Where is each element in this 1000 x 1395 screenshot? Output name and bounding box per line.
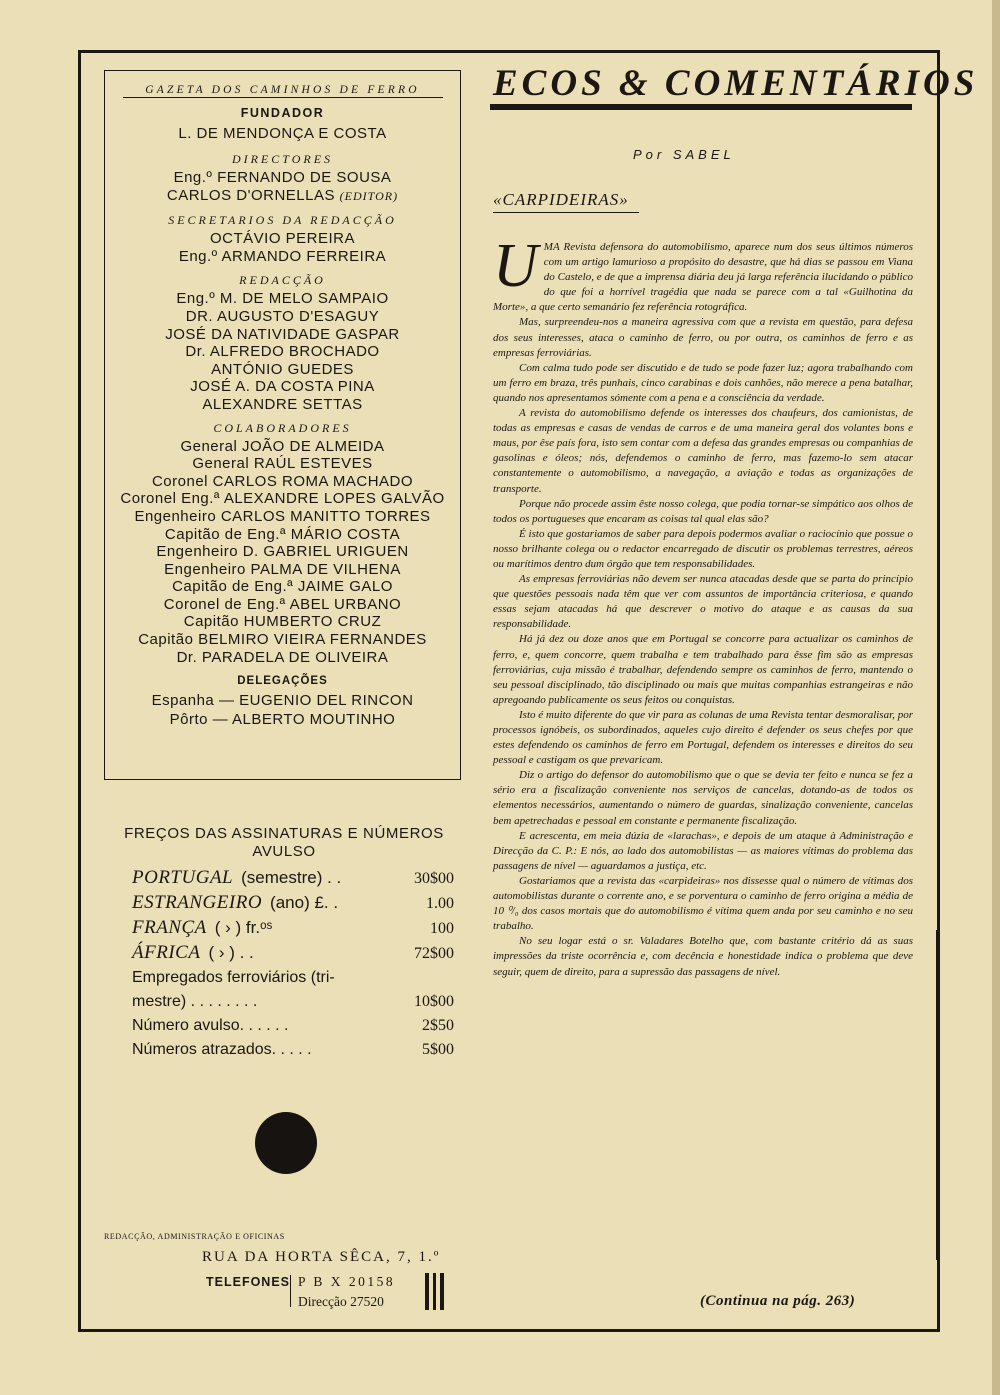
redaccao-name: DR. AUGUSTO D'ESAGUY (185, 307, 380, 325)
section-title: ECOS & COMENTÁRIOS (493, 63, 979, 104)
subtitle-rule (493, 212, 639, 213)
price-row: ÁFRICA ( › ) . . 72$00 (132, 942, 454, 963)
colaborador-name: Engenheiro CARLOS MANITTO TORRES (134, 507, 431, 525)
article-paragraph: É isto que gostariamos de saber para depois podermos avaliar o raciocínio que possue o nosso brilhante colega ou o redactor encarregado de discutir os problemas terrestres, aéreos ou marítimos dentro dum órgão que tem responsabilidades. (493, 527, 913, 570)
colaborador-name: General RAÚL ESTEVES (192, 455, 373, 473)
continued-note: (Continua na pág. 263) (700, 1293, 856, 1309)
colaborador-name: Engenheiro D. GABRIEL URIGUEN (156, 543, 409, 561)
delegacao-item: Pôrto — ALBERTO MOUTINHO (169, 711, 396, 729)
redaccao-name: Dr. ALFREDO BROCHADO (185, 343, 380, 361)
page-edge (992, 0, 1000, 1395)
street-address: RUA DA HORTA SÊCA, 7, 1.º (202, 1249, 441, 1265)
redaccao-name: ANTÓNIO GUEDES (211, 360, 354, 378)
redaccao-name: ALEXANDRE SETTAS (202, 395, 363, 413)
empregados-label: Empregados ferroviários (tri- (132, 969, 335, 986)
colaborador-name: General JOÃO DE ALMEIDA (180, 437, 385, 455)
colaborador-name: Engenheiro PALMA DE VILHENA (164, 560, 401, 578)
prices-title: FREÇOS DAS ASSINATURAS E NÚMEROS (124, 825, 444, 842)
article-paragraphs (493, 315, 913, 979)
article-paragraph: E acrescenta, em meia dúzia de «larachas», e depois de um ataque à Administração e Direcção da C. P.: E nós, ao lado dos automobilistas — as maiores vítimas do problema das passagens de nível — aguardamos a justiça, etc. (493, 829, 913, 872)
colaborador-name: Capitão HUMBERTO CRUZ (183, 613, 382, 631)
prices-title-2: AVULSO (252, 843, 316, 860)
price-row: mestre) . . . . . . . . 10$00 (132, 993, 454, 1010)
article-paragraph: Diz o artigo do defensor do automobilismo que o que se devia ter feito e nunca se fez a sério era a fiscalização conveniente nos serviços de cancelas, dotando-as de todos os elementos necessários, aumentando o número de guardas, sinalização conveniente, cancelas bem apetrechadas e pessoal em constante e permanente fiscalização. (493, 769, 913, 827)
article-paragraph: No seu logar está o sr. Valadares Botelho que, com bastante critério dá as suas impressões da triste ocorrência e, com decência e honestidade indica o problema que deve seguir, quem de direito, para a supressão das passagens de nível. (493, 935, 913, 978)
drop-cap: U (493, 232, 538, 300)
price-row: Número avulso. . . . . . 2$50 (132, 1017, 454, 1034)
title-rule (490, 104, 912, 110)
delegacao-item: Espanha — EUGENIO DEL RINCON (151, 692, 414, 710)
article-paragraph: Gostariamos que a revista das «carpideiras» nos dissesse qual o número de vítimas dos automobilistas durante o corrente ano, e se porventura o caminho de ferro origina a média de 10 ⁰/₀ dos casos mortais que do automobilismo é vítima quem anda por seu caminho e no seu trabalho. (493, 874, 913, 933)
staff-box (104, 70, 461, 780)
article-paragraph: As empresas ferroviárias não devem ser nunca atacadas desde que se parta do princípio que questões pessoais nada têm que ver com assuntos de importância criteriosa, e quando essas sejam atacadas há que descrever o motivo do ataque e as causas da sua responsabilidade. (493, 573, 913, 631)
secretario-name: OCTÁVIO PEREIRA (209, 230, 356, 248)
editor-tag: (EDITOR) (339, 188, 399, 203)
colaborador-name: Coronel CARLOS ROMA MACHADO (151, 472, 414, 490)
telephone-pbx: P B X 20158 (298, 1274, 396, 1289)
price-row: FRANÇA ( › ) fr.ᵒˢ 100 (132, 917, 454, 938)
ink-circle-ornament (255, 1112, 317, 1174)
article-paragraph: Mas, surpreendeu-nos a maneira agressiva com que a revista em questão, para defesa dos seus interesses, ataca o caminho de ferro, ou por outra, os caminhos de ferro e as empresas ferroviárias. (493, 316, 913, 359)
director-name: CARLOS D'ORNELLAS (EDITOR) (166, 186, 399, 204)
colaborador-name: Dr. PARADELA DE OLIVEIRA (176, 648, 389, 666)
article-paragraph: Porque não procede assim êste nosso colega, que podia tornar-se simpático aos olhos de todos os portugueses que encaram as coisas tal qual elas são? (493, 497, 913, 525)
secretario-name: Eng.º ARMANDO FERREIRA (178, 247, 387, 265)
price-row: Números atrazados. . . . . 5$00 (132, 1041, 454, 1058)
address-caption: REDACÇÃO, ADMINISTRAÇÃO E OFICINAS (104, 1232, 285, 1241)
price-rows (114, 866, 454, 966)
redaccao-label: REDACÇÃO (239, 273, 326, 288)
price-row: ESTRANGEIRO (ano) £. . 1.00 (132, 892, 454, 913)
subscription-prices (114, 825, 454, 1062)
colaborador-name: Capitão BELMIRO VIEIRA FERNANDES (138, 631, 427, 649)
masthead-rule (123, 97, 443, 98)
column-rule (936, 930, 937, 1260)
masthead: GAZETA DOS CAMINHOS DE FERRO (145, 84, 420, 96)
director-name: Eng.º FERNANDO DE SOUSA (173, 169, 392, 186)
bar-ornament (425, 1273, 448, 1315)
redaccao-name: JOSÉ A. DA COSTA PINA (190, 378, 375, 396)
article-body (493, 232, 913, 980)
colaborador-name: Capitão de Eng.ª MÁRIO COSTA (164, 525, 401, 543)
colaboradores-list (105, 438, 460, 667)
redaccao-name: Eng.º M. DE MELO SAMPAIO (176, 290, 389, 308)
telefones-label: TELEFONES (206, 1275, 291, 1289)
price-row: PORTUGAL (semestre) . . 30$00 (132, 867, 454, 888)
redaccao-list (105, 290, 460, 413)
telephone-direccao: Direcção 27520 (298, 1294, 384, 1309)
colaboradores-label: COLABORADORES (213, 420, 352, 435)
byline: Por SABEL (633, 147, 735, 162)
article-paragraph: Há já dez ou doze anos que em Portugal se concorre para actualizar os caminhos de ferro, e, quem concorre, quem trabalha e tem trabalhado para êsse fim são as empresas ferroviárias, cuja missão é trabalhar, defendendo sempre os caminhos de ferro, mantendo o seu pessoal disciplinado, tão disciplinado ou mais que muitas companhias estrangeiras e não apregoando publicamente os seus feitos ou conquistas. (493, 633, 913, 706)
colaborador-name: Capitão de Eng.ª JAIME GALO (172, 578, 393, 596)
fundador-name: L. DE MENDONÇA E COSTA (178, 125, 387, 142)
delegacoes-label: DELEGAÇÕES (237, 675, 328, 688)
directores-label: DIRECTORES (231, 152, 334, 166)
article-paragraph: UMA Revista defensora do automobilismo, aparece num dos seus últimos números com um artigo lamurioso a propósito do desastre, que há dias se passou em Viana do Castelo, e de que a imprensa diária deu já larga referência ilucidando o público do que foi a horrível tragédia que nada se parece com a tal «Guilhotina da Morte», a que certo semanário fez referência rotográfica. (493, 232, 913, 314)
colaborador-name: Coronel Eng.ª ALEXANDRE LOPES GALVÃO (120, 490, 445, 508)
article-paragraph: Com calma tudo pode ser discutido e de tudo se pode fazer luz; agora trabalhando com um ferro em braza, três punhais, cinco carabinas e dois canhões, não merece a pena batalhar, quando nos apresentamos sómente com a pena e a consciência da verdade. (493, 361, 913, 404)
colaborador-name: Coronel de Eng.ª ABEL URBANO (163, 595, 402, 613)
article-subtitle: «CARPIDEIRAS» (493, 190, 629, 209)
telephone-brace (290, 1275, 294, 1307)
article-paragraph: A revista do automobilismo defende os interesses dos chaufeurs, dos camionistas, de todas as empresas e casas de vendas de carros e de uma maneira geral dos volantes bons e maus, por êse país fora, isto sem contar com a defesa das grandes empresas ou companhias de gasolinas e óleos; nós, defendemos o caminho de ferro, mas fazemo-lo sem atacar constantemente o automobilismo, a navegação, a aviação e todas as organizações de transporte. (493, 407, 913, 495)
secretarios-label: SECRETARIOS DA REDACÇÃO (168, 213, 397, 228)
fundador-label: FUNDADOR (240, 106, 325, 120)
article-paragraph: Isto é muito diferente do que vir para as colunas de uma Revista tentar desmoralisar, por processos ignóbeis, os subordinados, aqueles cujo direito é defender os seus chefes por que estes defendendo os caminhos de ferro em Portugal, defendem os interesses e direitos do seu pessoal e castigam os que prevaricam. (493, 708, 913, 767)
address-block (104, 1232, 464, 1266)
redaccao-name: JOSÉ DA NATIVIDADE GASPAR (165, 325, 400, 343)
